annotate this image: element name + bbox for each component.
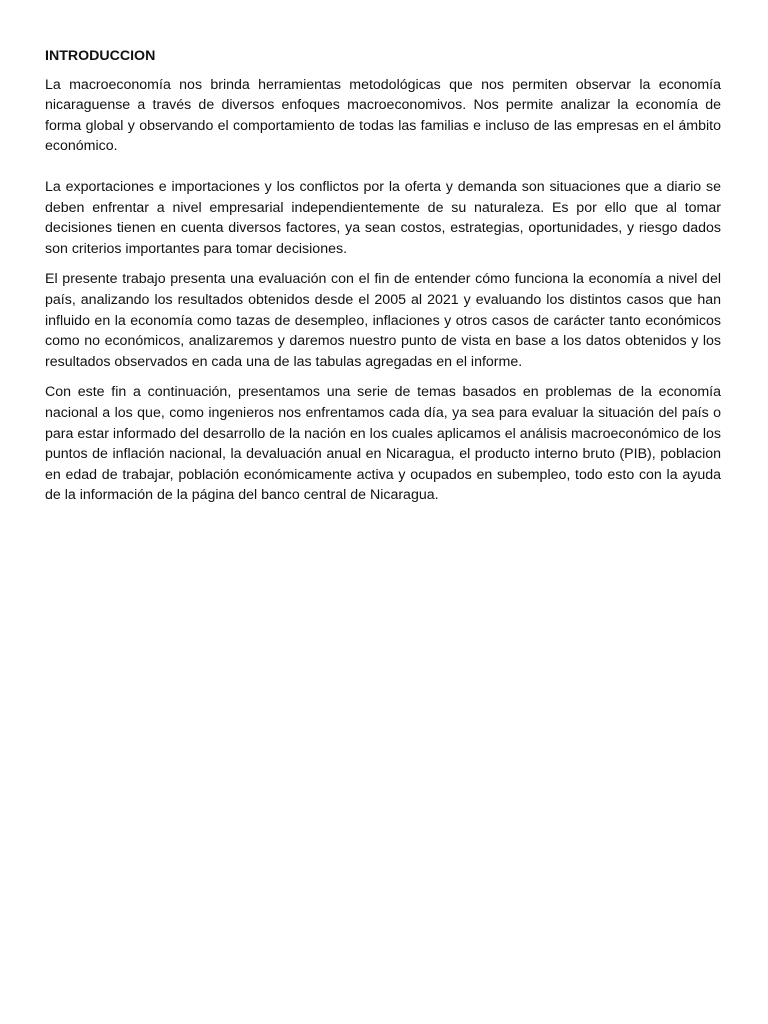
document-body: [45, 46, 721, 506]
document-title: INTRODUCCION: [45, 48, 156, 64]
paragraph-2: La exportaciones e importaciones y los conflictos por la oferta y demanda son situaciones que a diario se deben enfrentar a nivel empresarial independientemente de su naturaleza. Es por ello que al tomar decisiones tienen en cuenta diversos factores, ya sean costos, estrategias, oportunidades, y riesgo dados son criterios importantes para tomar decisiones.: [45, 178, 721, 257]
paragraph-3: El presente trabajo presenta una evaluación con el fin de entender cómo funciona la economía a nivel del país, analizando los resultados obtenidos desde el 2005 al 2021 y evaluando los distintos casos que han influido en la economía como tazas de desempleo, inflaciones y otros casos de carácter tanto económicos como no económicos, analizaremos y daremos nuestro punto de vista en base a los datos obtenidos y los resultados observados en cada una de las tabulas agregadas en el informe.: [45, 271, 721, 370]
paragraph-4: Con este fin a continuación, presentamos una serie de temas basados en problemas de la economía nacional a los que, como ingenieros nos enfrentamos cada día, ya sea para evaluar la situación del país o para estar informado del desarrollo de la nación en los cuales aplicamos el análisis macroeconómico de los puntos de inflación nacional, la devaluación anual en Nicaragua, el producto interno bruto (PIB), poblacion en edad de trabajar, población económicamente activa y ocupados en subempleo, todo esto con la ayuda de la información de la página del banco central de Nicaragua.: [45, 384, 721, 504]
paragraph-1: La macroeconomía nos brinda herramientas metodológicas que nos permiten observar la economía nicaraguense a través de diversos enfoques macroeconomivos. Nos permite analizar la economía de forma global y observando el comportamiento de todas las familias e incluso de las empresas en el ámbito económico.: [45, 76, 721, 155]
